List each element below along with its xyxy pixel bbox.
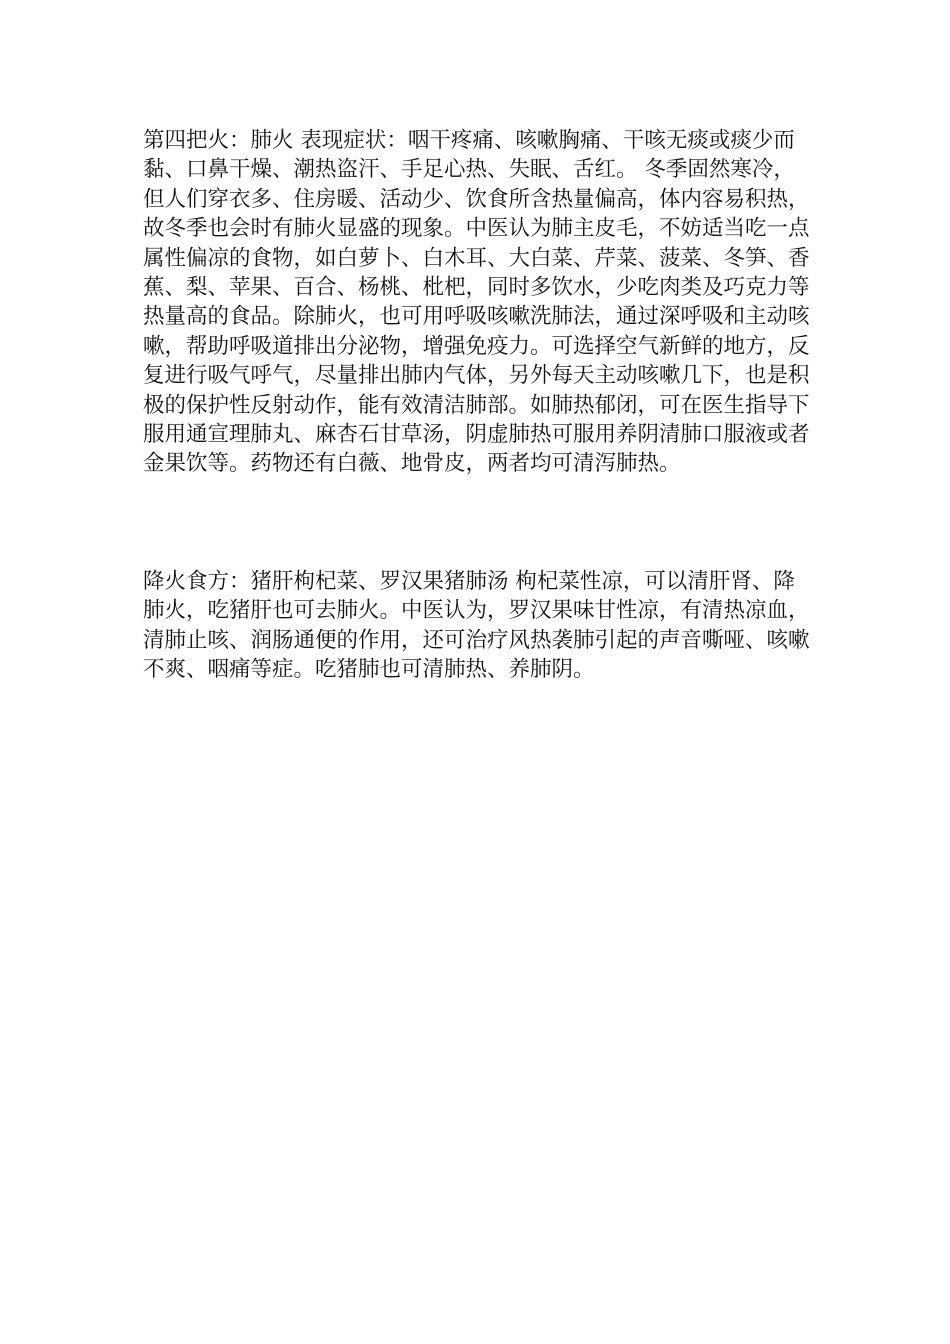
- paragraph-fire-reducing-recipes: 降火食方：猪肝枸杞菜、罗汉果猪肺汤 枸杞菜性凉，可以清肝肾、降肺火，吃猪肝也可去肺火。中医认为，罗汉果味甘性凉，有清热凉血，清肺止咳、润肠通便的作用，还可治疗风热袭肺引起的声音嘶哑、咳嗽不爽、咽痛等症。吃猪肺也可清肺热、养肺阴。: [143, 569, 810, 683]
- paragraph-lung-fire: 第四把火：肺火 表现症状：咽干疼痛、咳嗽胸痛、干咳无痰或痰少而黏、口鼻干燥、潮热盗汗、手足心热、失眠、舌红。 冬季固然寒冷，但人们穿衣多、住房暖、活动少、饮食所含热量偏高，体内容易积热，故冬季也会时有肺火显盛的现象。中医认为肺主皮毛，不妨适当吃一点属性偏凉的食物，如白萝卜、白木耳、大白菜、芹菜、菠菜、冬笋、香蕉、梨、苹果、百合、杨桃、枇杷，同时多饮水，少吃肉类及巧克力等热量高的食品。除肺火，也可用呼吸咳嗽洗肺法，通过深呼吸和主动咳嗽，帮助呼吸道排出分泌物，增强免疫力。可选择空气新鲜的地方，反复进行吸气呼气，尽量排出肺内气体，另外每天主动咳嗽几下，也是积极的保护性反射动作，能有效清洁肺部。如肺热郁闭，可在医生指导下服用通宣理肺丸、麻杏石甘草汤，阴虚肺热可服用养阴清肺口服液或者金果饮等。药物还有白薇、地骨皮，两者均可清泻肺热。: [143, 128, 810, 477]
